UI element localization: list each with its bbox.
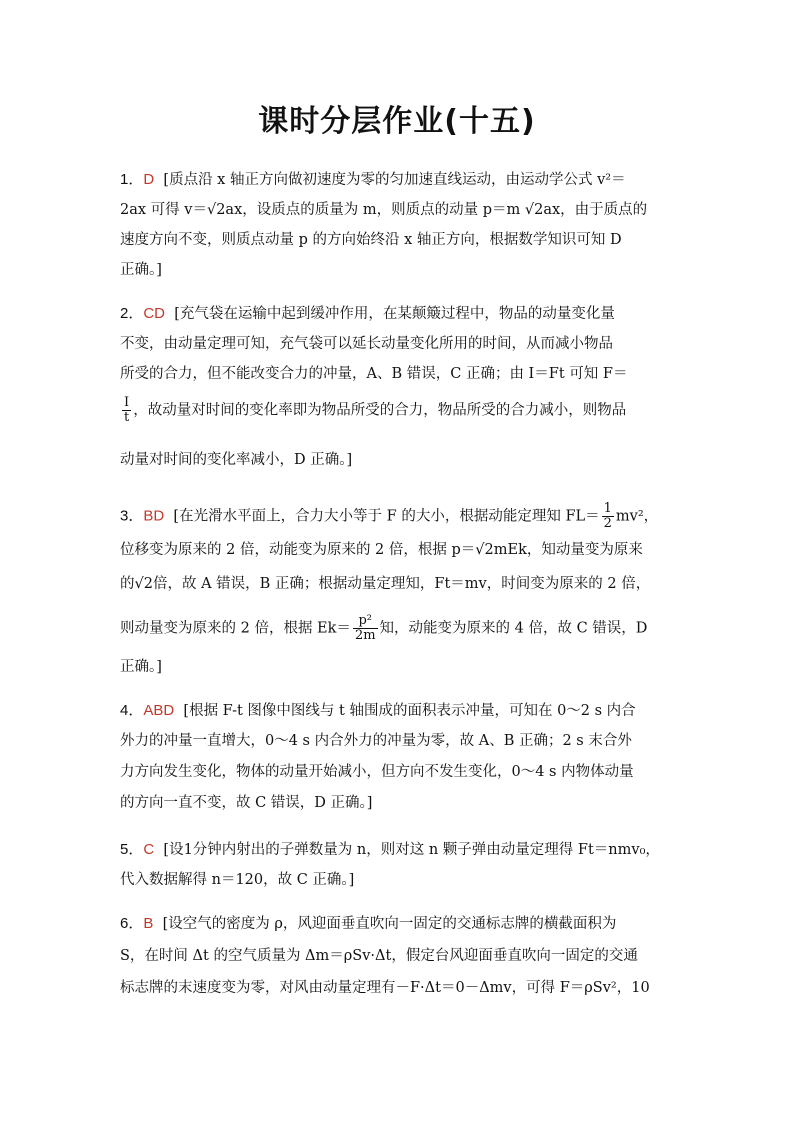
explanation-line: 2ax 可得 v＝√2ax，设质点的质量为 m，则质点的动量 p＝m √2ax，由于质点的 bbox=[120, 202, 648, 218]
answer-choice: ABD bbox=[143, 702, 175, 719]
explanation-line: 动量对时间的变化率减小，D 正确。] bbox=[120, 452, 353, 468]
explanation-line: [根据 F-t 图像中图线与 t 轴围成的面积表示冲量，可知在 0～2 s 内合 bbox=[183, 703, 636, 719]
fraction: $\frac{I}{t}$ bbox=[124, 395, 130, 425]
item-number: 6． bbox=[120, 915, 144, 932]
answer-choice: BD bbox=[143, 507, 165, 525]
explanation-line: 外力的冲量一直增大，0～4 s 内合外力的冲量为零，故 A、B 正确；2 s 末合外 bbox=[120, 733, 632, 749]
explanation-line: 的方向一直不变，故 C 错误，D 正确。] bbox=[120, 795, 373, 811]
explanation-line: 正确。] bbox=[120, 262, 162, 278]
explanation-line: 标志牌的末速度变为零，对风由动量定理有－F·Δt＝0－Δmv，可得 F＝ρSv²，10 bbox=[120, 980, 650, 996]
item-number: 2． bbox=[120, 305, 144, 322]
fraction: $\frac{\text{p²}}{2m}$ bbox=[354, 613, 376, 643]
answer-choice: B bbox=[143, 915, 154, 932]
explanation-line: [充气袋在运输中起到缓冲作用，在某颠簸过程中，物品的动量变化量 bbox=[174, 306, 615, 322]
item-number: 4． bbox=[120, 702, 144, 719]
answer-choice: C bbox=[143, 841, 155, 858]
explanation-line: 的√2倍，故 A 错误，B 正确；根据动量定理知，Ft＝mv，时间变为原来的 2 倍， bbox=[120, 576, 651, 592]
explanation-line: 力方向发生变化，物体的动量开始减小，但方向不发生变化，0～4 s 内物体动量 bbox=[120, 764, 634, 780]
item-number: 3． bbox=[120, 507, 144, 525]
explanation-line: 不变，由动量定理可知，充气袋可以延长动量变化所用的时间，从而减小物品 bbox=[120, 336, 613, 352]
explanation-line: 速度方向不变，则质点动量 p 的方向始终沿 x 轴正方向，根据数学知识可知 D bbox=[120, 232, 622, 248]
explanation-line: 所受的合力，但不能改变合力的冲量，A、B 错误，C 正确；由 I＝Ft 可知 F＝ bbox=[120, 366, 628, 382]
explanation-line: ，故动量对时间的变化率即为物品所受的合力，物品所受的合力减小，则物品 bbox=[133, 402, 627, 419]
item-number: 5． bbox=[120, 841, 144, 858]
answer-choice: CD bbox=[143, 305, 166, 322]
answer-choice: D bbox=[143, 171, 155, 188]
explanation-line: 正确。] bbox=[120, 659, 162, 675]
explanation-line: S，在时间 Δt 的空气质量为 Δm＝ρSv·Δt，假定台风迎面垂直吹向一固定的交通 bbox=[120, 948, 638, 964]
page-title: 课时分层作业(十五) bbox=[258, 104, 536, 139]
explanation-line: 代入数据解得 n＝120，故 C 正确。] bbox=[120, 872, 355, 888]
item-number: 1． bbox=[120, 171, 144, 188]
explanation-line: [设空气的密度为 ρ，风迎面垂直吹向一固定的交通标志牌的横截面积为 bbox=[162, 916, 617, 932]
explanation-line: [质点沿 x 轴正方向做初速度为零的匀加速直线运动，由运动学公式 v²＝ bbox=[163, 172, 626, 188]
explanation-line: 位移变为原来的 2 倍，动能变为原来的 2 倍，根据 p＝√2mEk，知动量变为原来 bbox=[120, 542, 643, 558]
fraction: $\frac{1}{2}$ bbox=[603, 501, 612, 531]
explanation-line: [设1分钟内射出的子弹数量为 n，则对这 n 颗子弹由动量定理得 Ft＝nmv₀， bbox=[163, 842, 660, 858]
